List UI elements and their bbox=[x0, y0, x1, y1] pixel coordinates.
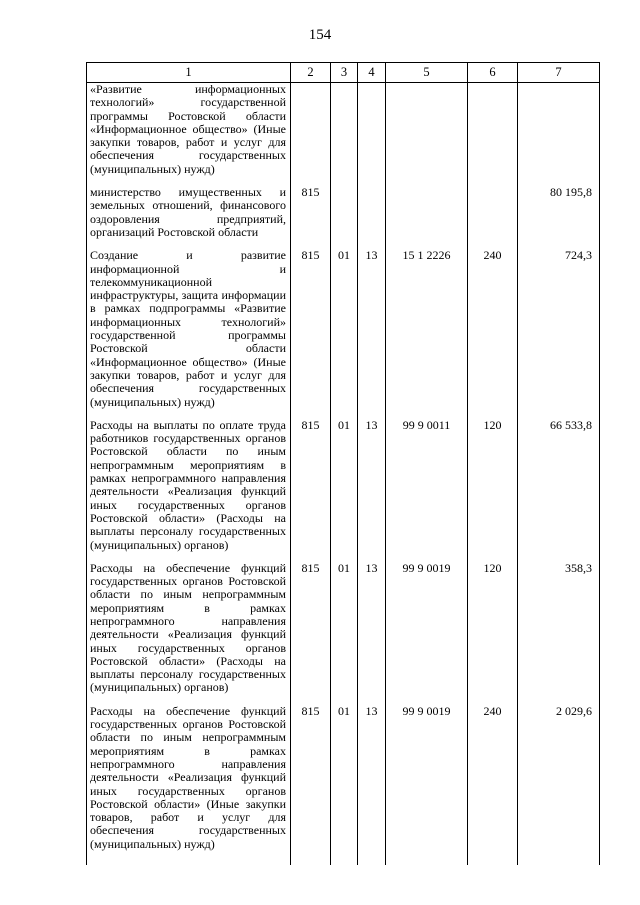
target-article-cell: 99 9 0019 bbox=[386, 562, 468, 705]
ministry-code-cell: 815 bbox=[291, 562, 331, 705]
table-row bbox=[87, 419, 600, 562]
section-cell: 01 bbox=[331, 249, 358, 419]
section-cell: 01 bbox=[331, 419, 358, 562]
column-header: 2 bbox=[291, 63, 331, 83]
subsection-cell: 13 bbox=[358, 419, 386, 562]
ministry-code-cell: 815 bbox=[291, 705, 331, 865]
column-header: 4 bbox=[358, 63, 386, 83]
expense-type-cell bbox=[468, 83, 518, 187]
expense-type-cell: 120 bbox=[468, 419, 518, 562]
target-article-cell bbox=[386, 186, 468, 249]
target-article-cell: 99 9 0011 bbox=[386, 419, 468, 562]
column-header: 6 bbox=[468, 63, 518, 83]
section-cell: 01 bbox=[331, 562, 358, 705]
subsection-cell: 13 bbox=[358, 249, 386, 419]
section-cell bbox=[331, 186, 358, 249]
column-header: 5 bbox=[386, 63, 468, 83]
row-description: министерство имущественных и земельных отношений, финансового оздоровления предприятий, организаций Ростовской области bbox=[87, 186, 291, 249]
amount-cell: 724,3 bbox=[518, 249, 600, 419]
table-row bbox=[87, 249, 600, 419]
amount-cell: 80 195,8 bbox=[518, 186, 600, 249]
table-header-row bbox=[87, 63, 600, 83]
row-description: Создание и развитие информационной и телекоммуникационной инфраструктуры, защита информации в рамках подпрограммы «Развитие информационных технологий» государственной программы Ростовской области «Информационное общество» (Иные закупки товаров, работ и услуг для обеспечения государственных (муниципальных) нужд) bbox=[87, 249, 291, 419]
ministry-code-cell: 815 bbox=[291, 186, 331, 249]
row-description: Расходы на обеспечение функций государственных органов Ростовской области по иным непрограммным мероприятиям в рамках непрограммного направления деятельности «Реализация функций иных государственных органов Ростовской области» (Иные закупки товаров, работ и услуг для обеспечения государственных (муниципальных) нужд) bbox=[87, 705, 291, 865]
target-article-cell bbox=[386, 83, 468, 187]
ministry-code-cell: 815 bbox=[291, 249, 331, 419]
table-row bbox=[87, 705, 600, 865]
ministry-code-cell: 815 bbox=[291, 419, 331, 562]
expense-type-cell: 240 bbox=[468, 705, 518, 865]
page-number: 154 bbox=[308, 27, 332, 43]
section-cell: 01 bbox=[331, 705, 358, 865]
amount-cell: 66 533,8 bbox=[518, 419, 600, 562]
section-cell bbox=[331, 83, 358, 187]
row-description: «Развитие информационных технологий» государственной программы Ростовской области «Информационное общество» (Иные закупки товаров, работ и услуг для обеспечения государственных (муниципальных) нужд) bbox=[87, 83, 291, 187]
expense-type-cell bbox=[468, 186, 518, 249]
expense-type-cell: 240 bbox=[468, 249, 518, 419]
table-row bbox=[87, 562, 600, 705]
subsection-cell: 13 bbox=[358, 562, 386, 705]
budget-table bbox=[86, 62, 600, 865]
expense-type-cell: 120 bbox=[468, 562, 518, 705]
subsection-cell bbox=[358, 186, 386, 249]
target-article-cell: 15 1 2226 bbox=[386, 249, 468, 419]
row-description: Расходы на обеспечение функций государственных органов Ростовской области по иным непрограммным мероприятиям в рамках непрограммного направления деятельности «Реализация функций иных государственных органов Ростовской области» (Расходы на выплаты персоналу государственных (муниципальных) органов) bbox=[87, 562, 291, 705]
column-header: 3 bbox=[331, 63, 358, 83]
subsection-cell bbox=[358, 83, 386, 187]
row-description: Расходы на выплаты по оплате труда работников государственных органов Ростовской области по иным непрограммным мероприятиям в рамках непрограммного направления деятельности «Реализация функций иных государственных органов Ростовской области» (Расходы на выплаты персоналу государственных (муниципальных) органов) bbox=[87, 419, 291, 562]
table-row bbox=[87, 186, 600, 249]
table-row bbox=[87, 83, 600, 187]
amount-cell: 2 029,6 bbox=[518, 705, 600, 865]
target-article-cell: 99 9 0019 bbox=[386, 705, 468, 865]
column-header: 7 bbox=[518, 63, 600, 83]
column-header: 1 bbox=[87, 63, 291, 83]
amount-cell bbox=[518, 83, 600, 187]
subsection-cell: 13 bbox=[358, 705, 386, 865]
ministry-code-cell bbox=[291, 83, 331, 187]
amount-cell: 358,3 bbox=[518, 562, 600, 705]
